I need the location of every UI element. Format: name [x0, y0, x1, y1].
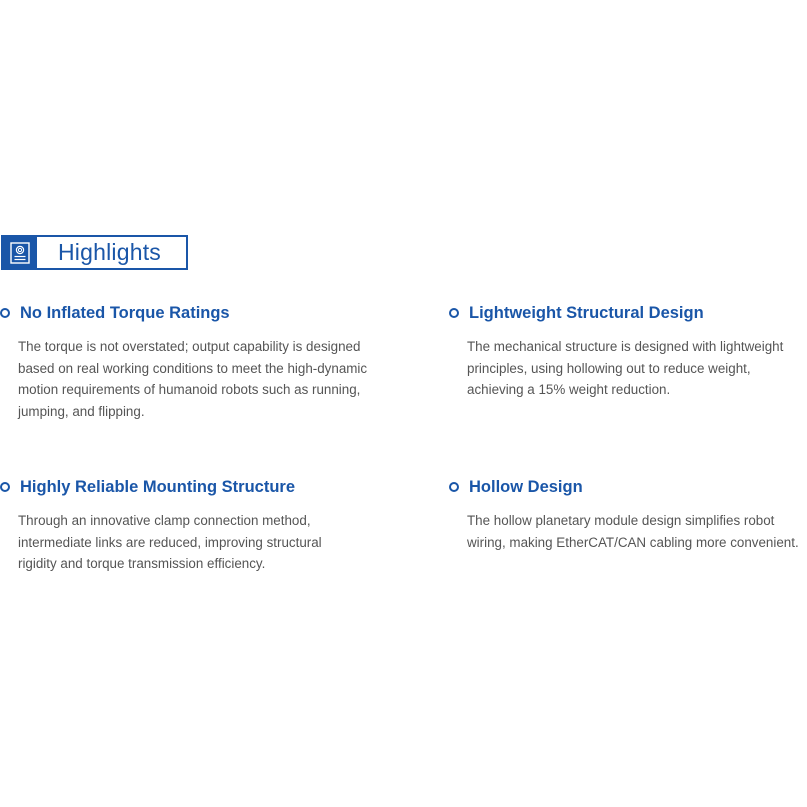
feature-description: Through an innovative clamp connection method, intermediate links are reduced, improving structural rigidity and torque transmission efficiency.: [18, 513, 322, 572]
feature-title-row: [0, 476, 380, 498]
feature-title: Highly Reliable Mounting Structure: [20, 477, 296, 496]
bullet-circle-icon: [449, 308, 459, 318]
feature-reliable-mounting: [0, 476, 380, 575]
feature-description: The hollow planetary module design simplifies robot wiring, making EtherCAT/CAN cabling more convenient.: [467, 513, 799, 550]
feature-no-inflated-torque: [0, 302, 380, 423]
feature-title: Lightweight Structural Design: [469, 303, 704, 322]
highlights-header: [1, 235, 188, 270]
feature-description: The mechanical structure is designed with lightweight principles, using hollowing out to reduce weight, achieving a 15% weight reduction.: [467, 339, 784, 398]
feature-hollow-design: [449, 476, 807, 553]
feature-title: Hollow Design: [469, 477, 583, 496]
feature-title-row: [449, 476, 807, 498]
certificate-icon: [3, 237, 37, 268]
feature-description: The torque is not overstated; output capability is designed based on real working conditions to meet the high-dynamic motion requirements of humanoid robots such as running, jumping, and flipping.: [18, 339, 368, 420]
feature-title-row: [0, 302, 380, 324]
bullet-circle-icon: [0, 482, 10, 492]
feature-title-row: [449, 302, 807, 324]
feature-title: No Inflated Torque Ratings: [20, 303, 230, 322]
feature-lightweight-design: [449, 302, 807, 401]
bullet-circle-icon: [449, 482, 459, 492]
section-title: Highlights: [58, 239, 161, 265]
bullet-circle-icon: [0, 308, 10, 318]
